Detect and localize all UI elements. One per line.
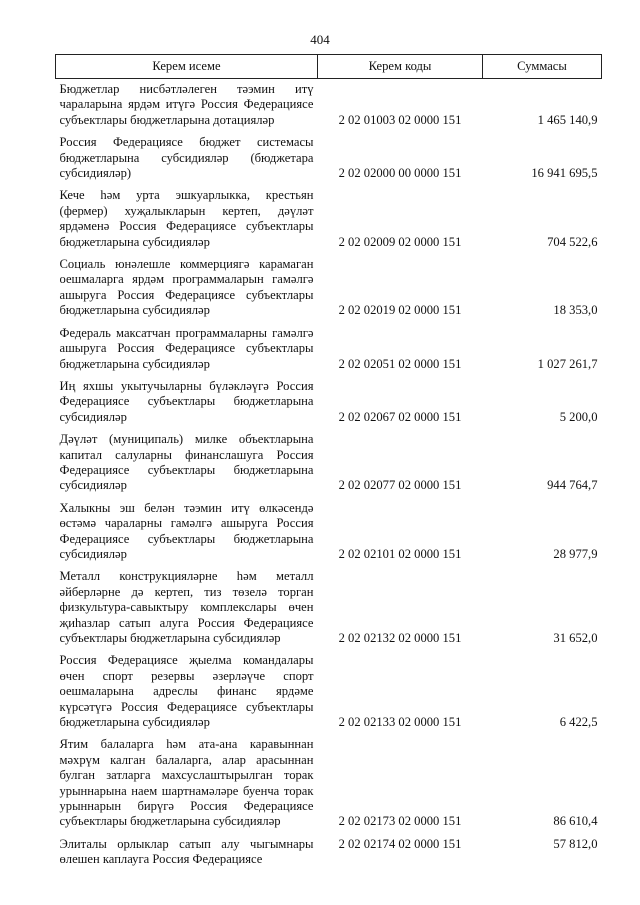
row-code: 2 02 02132 02 0000 151 (338, 631, 462, 645)
table-row (56, 834, 602, 872)
row-name: Дәүләт (муниципаль) милке объектларына капитал салуларны финанслашуга Россия Федерациясе субъектлары бюджетларына субсидияләр (59, 432, 314, 493)
page-number: 404 (310, 32, 330, 47)
table-row (56, 376, 602, 429)
row-code: 2 02 02173 02 0000 151 (338, 814, 462, 829)
row-name: Иң яхшы укытучыларны бүләкләүгә Россия Федерациясе субъектлары бюджетларына субсидияләр (59, 378, 314, 424)
row-sum: 944 764,7 (547, 478, 598, 493)
row-name: Бюджетлар нисбәтләлеген тәэмин итү чараларына ярдәм итүгә Россия Федерациясе субъектлары бюджетларына дотацияләр (59, 82, 314, 127)
table-row (56, 498, 602, 567)
row-name: Федераль максатчан программаларны гамәлгә ашыруга Россия Федерациясе субъектлары бюджетларына субсидияләр (59, 325, 314, 371)
row-sum: 86 610,4 (553, 814, 598, 829)
row-sum: 704 522,6 (547, 234, 598, 249)
row-sum: 6 422,5 (559, 715, 598, 730)
header-code: Керем коды (318, 55, 483, 79)
row-code: 2 02 02101 02 0000 151 (338, 546, 462, 561)
header-sum: Суммасы (483, 55, 602, 79)
table-row (56, 132, 602, 185)
row-code: 2 02 02000 00 0000 151 (338, 166, 462, 181)
row-name: Социаль юнәлешле коммерциягә карамаган оешмаларга ярдәм программаларын гамәлгә ашыруга Россия Федерациясе субъектлары бюджетларына субсидияләр (59, 257, 314, 318)
row-sum: 1 027 261,7 (537, 356, 598, 371)
row-name: Кече һәм урта эшкуарлыкка, крестьян (фермер) хуҗалыкларын кертеп, дәүләт ярдәменә Россия Федерациясе субъектлары бюджетларына субсидияләр (59, 188, 314, 249)
row-name: Россия Федерациясе бюджет системасы бюджетларына субсидияләр (бюджетара субсидияләр) (59, 135, 314, 181)
row-code: 2 02 02067 02 0000 151 (338, 409, 462, 424)
row-code: 2 02 02019 02 0000 151 (338, 303, 462, 318)
row-code: 2 02 02133 02 0000 151 (338, 715, 462, 730)
row-code: 2 02 02051 02 0000 151 (338, 356, 462, 371)
row-sum: 1 465 140,9 (537, 112, 598, 127)
table-row (56, 650, 602, 734)
row-name: Халыкны эш белән тәэмин итү өлкәсендә өстәмә чараларны гамәлгә ашыруга Россия Федерациясе субъектлары бюджетларына субсидияләр (59, 500, 314, 561)
table-row (56, 323, 602, 376)
table-row (56, 734, 602, 833)
budget-table (55, 54, 602, 872)
table-row (56, 254, 602, 323)
row-code: 2 02 01003 02 0000 151 (338, 112, 462, 127)
table-row (56, 185, 602, 254)
table-header-row (56, 55, 602, 79)
row-sum: 16 941 695,5 (531, 166, 598, 181)
row-code: 2 02 02009 02 0000 151 (338, 234, 462, 249)
row-code: 2 02 02077 02 0000 151 (338, 478, 462, 493)
row-name: Россия Федерациясе җыелма командалары өчен спорт резервы әзерләүче спорт оешмаларына адреслы финанс ярдәме күрсәтүгә Россия Федерациясе субъектлары бюджетларына субсидияләр (59, 653, 314, 730)
row-sum: 57 812,0 (553, 836, 598, 851)
row-name: Элиталы орлыклар сатып алу чыгымнары өлешен каплауга Россия Федерациясе (59, 836, 314, 867)
row-sum: 31 652,0 (553, 631, 598, 645)
table-row (56, 429, 602, 498)
row-sum: 28 977,9 (553, 546, 598, 561)
row-sum: 18 353,0 (553, 303, 598, 318)
table-row (56, 566, 602, 650)
row-sum: 5 200,0 (559, 409, 598, 424)
header-name: Керем исеме (56, 55, 318, 79)
row-code: 2 02 02174 02 0000 151 (338, 836, 462, 851)
row-name: Ятим балаларга һәм ата-ана каравыннан мәхрүм калган балаларга, алар арасыннан булган затларга махсуслаштырылган торак урыннарына наем шартнамәләре буенча торак урыннарын бирүгә Россия Федерациясе субъектлары бюджетларына субсидияләр (59, 737, 314, 829)
row-name: Металл конструкцияләрне һәм металл әйберләрне дә кертеп, тиз төзелә торган физкультура-савыктыру комплекслары өчен җиһазлар сатып алуга Россия Федерациясе субъектлары бюджетларына субсидияләр (59, 569, 314, 645)
table-row (56, 79, 602, 133)
